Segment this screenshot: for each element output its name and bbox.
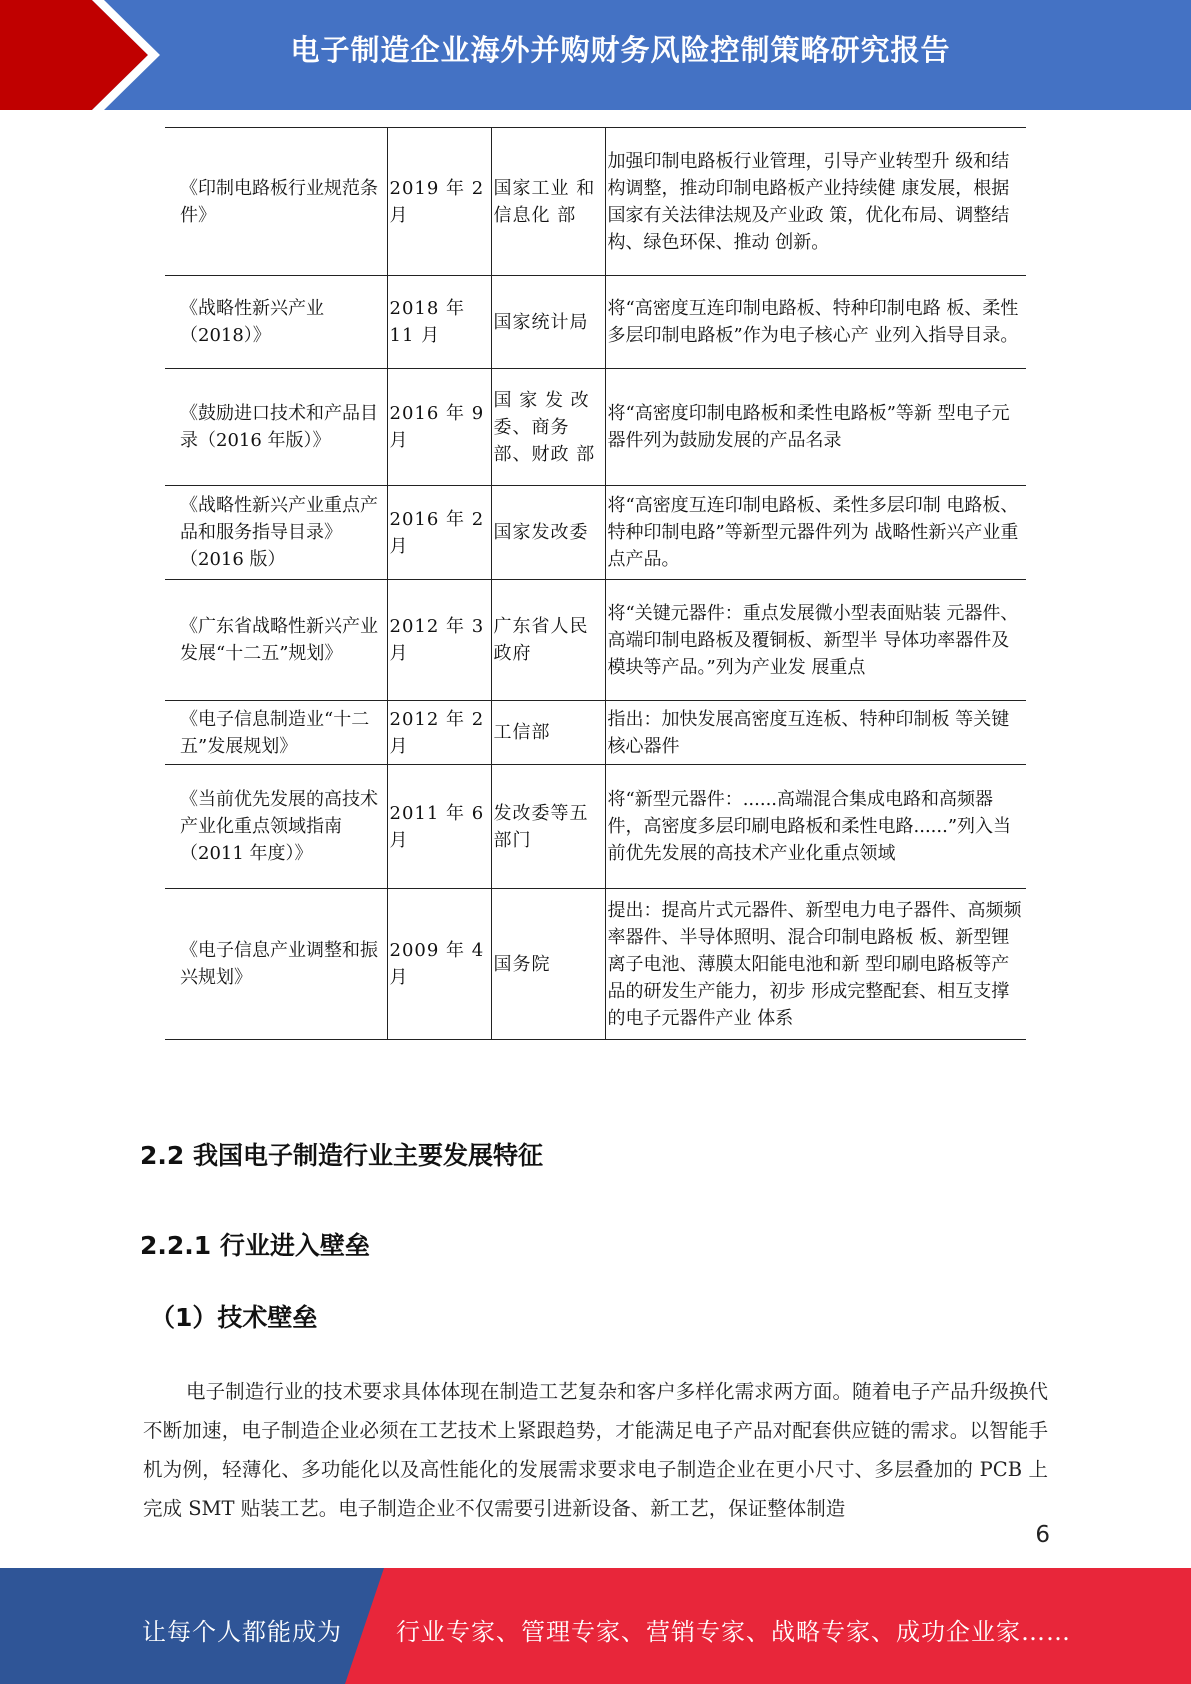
policy-table [165,127,1026,1040]
policy-name-cell: 《广东省战略性新兴产业发展“十二五”规划》 [180,616,378,664]
header-title: 电子制造企业海外并购财务风险控制策略研究报告 [290,33,951,67]
table-row [165,889,1026,1040]
policy-name-cell: 《电子信息制造业“十二五”发展规划》 [180,708,370,757]
policy-desc-cell: 提出：提高片式元器件、新型电力电子器件、高频频率器件、半导体照明、混合印制电路板 板、新型锂离子电池、薄膜太阳能电池和新 型印刷电路板等产品的研发生产能力，初步 形成完整配套、相互支撑的电子元器件产业 体系 [605,889,1026,1040]
policy-date-cell: 2016 年 9 月 [387,369,491,486]
section-heading-2-2-1: 2.2.1 行业进入壁垒 [140,1231,370,1260]
policy-dept-cell: 国 家 发 改 委、商务 部、财政 部 [491,369,605,486]
policy-desc-cell: 将“关键元器件：重点发展微小型表面贴装 元器件、高端印制电路板及覆铜板、新型半 导体功率器件及模块等产品。”列为产业发 展重点 [605,580,1026,701]
policy-desc-cell: 将“高密度互连印制电路板、特种印制电路 板、柔性多层印制电路板”作为电子核心产 业列入指导目录。 [605,276,1026,369]
policy-dept-cell: 国家统计局 [491,276,605,369]
page-footer [0,1568,1191,1684]
table-row [165,765,1026,889]
policy-date-cell: 2012 年 2 月 [387,701,491,765]
table-row [165,276,1026,369]
policy-date-cell: 2018 年 11 月 [387,276,491,369]
policy-dept-cell: 国家发改委 [491,486,605,580]
section-heading-2-2: 2.2 我国电子制造行业主要发展特征 [140,1141,543,1170]
body-paragraph: 电子制造行业的技术要求具体体现在制造工艺复杂和客户多样化需求两方面。随着电子产品升级换代不断加速，电子制造企业必须在工艺技术上紧跟趋势，才能满足电子产品对配套供应链的需求。以智能手机为例，轻薄化、多功能化以及高性能化的发展需求要求电子制造企业在更小尺寸、多层叠加的 PCB 上完成 SMT 贴装工艺。电子制造企业不仅需要引进新设备、新工艺，保证整体制造 [143,1380,1048,1520]
policy-date-cell: 2016 年 2 月 [387,486,491,580]
page-number: 6 [1035,1522,1050,1548]
policy-date-cell: 2011 年 6 月 [387,765,491,889]
policy-name-cell: 《鼓励进口技术和产品目录（2016 年版）》 [180,403,378,451]
policy-desc-cell: 将“高密度互连印制电路板、柔性多层印制 电路板、特种印制电路”等新型元器件列为 战略性新兴产业重点产品。 [605,486,1026,580]
policy-desc-cell: 将“新型元器件：......高端混合集成电路和高频器件，高密度多层印刷电路板和柔性电路......”列入当前优先发展的高技术产业化重点领域 [605,765,1026,889]
policy-dept-cell: 广东省人民政府 [491,580,605,701]
policy-dept-cell: 国家工业 和信息化 部 [491,128,605,276]
footer-slogan-right: 行业专家、管理专家、营销专家、战略专家、成功企业家…… [396,1618,1071,1646]
policy-name-cell: 《电子信息产业调整和振兴规划》 [180,940,378,988]
policy-date-cell: 2012 年 3 月 [387,580,491,701]
policy-dept-cell: 工信部 [491,701,605,765]
header-red-arrow [0,0,148,110]
policy-dept-cell: 国务院 [491,889,605,1040]
policy-name-cell: 《战略性新兴产业重点产品和服务指导目录》（2016 版） [180,495,378,570]
table-row [165,580,1026,701]
policy-dept-cell: 发改委等五部门 [491,765,605,889]
subsection-heading-tech-barrier: （1）技术壁垒 [150,1303,318,1332]
policy-name-cell: 《印制电路板行业规范条件》 [180,177,378,226]
table-row [165,701,1026,765]
page-header [0,0,1191,110]
footer-slogan-left: 让每个人都能成为 [142,1618,342,1646]
policy-desc-cell: 将“高密度印制电路板和柔性电路板”等新 型电子元器件列为鼓励发展的产品名录 [605,369,1026,486]
policy-date-cell: 2009 年 4 月 [387,889,491,1040]
table-row [165,128,1026,276]
policy-name-cell: 《战略性新兴产业（2018）》 [180,298,324,346]
policy-desc-cell: 加强印制电路板行业管理，引导产业转型升 级和结构调整，推动印制电路板产业持续健 康发展，根据国家有关法律法规及产业政 策，优化布局、调整结构、绿色环保、推动 创新。 [605,128,1026,276]
policy-date-cell: 2019 年 2 月 [387,128,491,276]
table-row [165,369,1026,486]
policy-name-cell: 《当前优先发展的高技术产业化重点领域指南（2011 年度）》 [180,789,378,864]
policy-desc-cell: 指出：加快发展高密度互连板、特种印制板 等关键核心器件 [605,701,1026,765]
table-row [165,486,1026,580]
